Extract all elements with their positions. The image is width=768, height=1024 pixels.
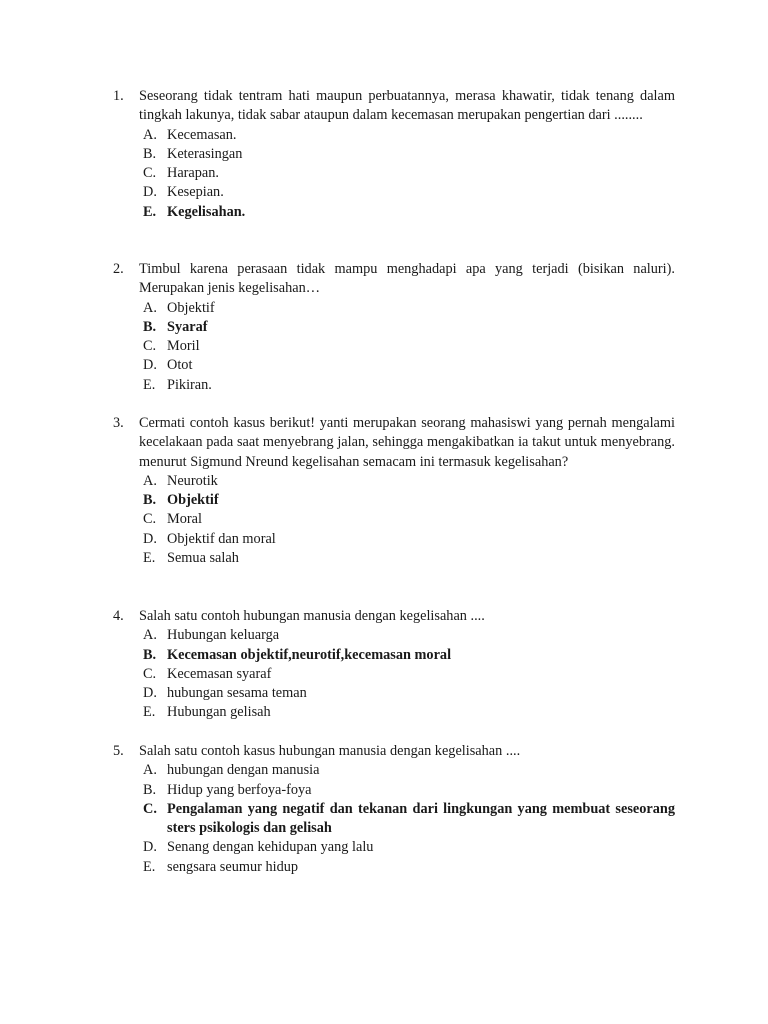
option-text: Hubungan gelisah [167, 704, 271, 721]
option-d [143, 838, 675, 857]
option-e [143, 858, 675, 877]
option-b-correct-answer [143, 646, 675, 665]
option-text: Kecemasan. [167, 126, 237, 143]
question-text: Salah satu contoh hubungan manusia dengan kegelisahan .... [139, 608, 485, 624]
option-text: Moral [167, 511, 202, 528]
option-letter: D. [143, 685, 157, 702]
option-letter: C. [143, 165, 157, 182]
question-number: 1. [113, 88, 124, 104]
option-c [143, 510, 675, 529]
option-a [143, 626, 675, 645]
option-letter: E. [143, 376, 156, 393]
option-text: Objektif [167, 492, 219, 509]
option-text: Objektif dan moral [167, 530, 276, 547]
option-text: sengsara seumur hidup [167, 858, 299, 875]
option-d [143, 530, 675, 549]
option-text: Senang dengan kehidupan yang lalu [167, 839, 374, 856]
option-letter: C. [143, 511, 157, 528]
option-e [143, 376, 675, 395]
option-e [143, 549, 675, 568]
option-letter: A. [143, 472, 157, 489]
question-text: Timbul karena perasaan tidak mampu menghadapi apa yang terjadi (bisikan naluri). Merupakan jenis kegelisahan… [139, 261, 675, 297]
option-a [143, 761, 675, 780]
option-letter: C. [143, 665, 157, 682]
option-d [143, 183, 675, 202]
option-d [143, 684, 675, 703]
option-letter: E. [143, 858, 156, 875]
option-text: Kecemasan syaraf [167, 665, 272, 682]
option-list [113, 472, 675, 568]
question-number: 2. [113, 261, 124, 277]
option-c [143, 337, 675, 356]
question-2 [113, 260, 675, 395]
question-stem [113, 414, 675, 472]
option-list [113, 626, 675, 722]
question-text: Seseorang tidak tentram hati maupun perbuatannya, merasa khawatir, tidak tenang dalam tingkah lakunya, tidak sabar ataupun dalam kecemasan merupakan pengertian dari ........ [139, 88, 675, 124]
option-text: Semua salah [167, 550, 239, 567]
option-list [113, 126, 675, 222]
option-letter: A. [143, 762, 157, 779]
option-letter: B. [143, 318, 157, 335]
option-letter: A. [143, 126, 157, 143]
question-5 [113, 742, 675, 877]
question-stem [113, 742, 675, 761]
option-letter: D. [143, 184, 157, 201]
option-text: Pengalaman yang negatif dan tekanan dari lingkungan yang membuat seseorang sters psikologis dan gelisah [167, 800, 675, 837]
option-e-correct-answer [143, 203, 675, 222]
option-text: Kecemasan objektif,neurotif,kecemasan moral [167, 646, 452, 663]
option-b [143, 145, 675, 164]
option-b [143, 781, 675, 800]
option-a [143, 126, 675, 145]
option-text: Kegelisahan. [167, 203, 246, 220]
option-e [143, 703, 675, 722]
option-c-correct-answer [143, 800, 675, 839]
option-text: Hidup yang berfoya-foya [167, 781, 312, 798]
option-text: Kesepian. [167, 184, 224, 201]
option-text: Pikiran. [167, 376, 212, 393]
option-text: Harapan. [167, 165, 219, 182]
option-letter: A. [143, 299, 157, 316]
question-4 [113, 607, 675, 723]
option-list [113, 761, 675, 877]
option-list [113, 299, 675, 395]
option-text: Hubungan keluarga [167, 627, 280, 644]
option-letter: E. [143, 550, 156, 567]
question-stem [113, 87, 675, 126]
option-text: Keterasingan [167, 145, 243, 162]
question-1 [113, 87, 675, 222]
option-letter: B. [143, 145, 157, 162]
question-number: 5. [113, 743, 124, 759]
option-letter: D. [143, 357, 157, 374]
option-letter: D. [143, 839, 157, 856]
question-text: Salah satu contoh kasus hubungan manusia dengan kegelisahan .... [139, 743, 521, 759]
option-text: Objektif [167, 299, 215, 316]
option-b-correct-answer [143, 491, 675, 510]
question-stem [113, 260, 675, 299]
option-letter: E. [143, 203, 157, 220]
option-c [143, 665, 675, 684]
option-a [143, 299, 675, 318]
option-c [143, 164, 675, 183]
option-letter: B. [143, 781, 157, 798]
option-letter: B. [143, 492, 157, 509]
question-number: 4. [113, 608, 124, 624]
option-letter: D. [143, 530, 157, 547]
option-letter: B. [143, 646, 157, 663]
question-text: Cermati contoh kasus berikut! yanti merupakan seorang mahasiswi yang pernah mengalami kecelakaan pada saat menyebrang jalan, sehingga mengakibatkan ia takut untuk menyebrang. menurut Sigmund Nreund kegelisahan semacam ini termasuk kegelisahan? [139, 415, 675, 470]
option-a [143, 472, 675, 491]
question-number: 3. [113, 415, 124, 431]
option-letter: E. [143, 704, 156, 721]
question-3 [113, 414, 675, 568]
option-text: Otot [167, 357, 193, 374]
option-b-correct-answer [143, 318, 675, 337]
option-text: hubungan dengan manusia [167, 762, 320, 779]
question-stem [113, 607, 675, 626]
option-text: Neurotik [167, 472, 218, 489]
option-letter: A. [143, 627, 157, 644]
option-letter: C. [143, 800, 157, 817]
option-text: Moril [167, 338, 200, 355]
option-text: hubungan sesama teman [167, 685, 307, 702]
option-d [143, 356, 675, 375]
option-text: Syaraf [167, 318, 208, 335]
option-letter: C. [143, 338, 157, 355]
